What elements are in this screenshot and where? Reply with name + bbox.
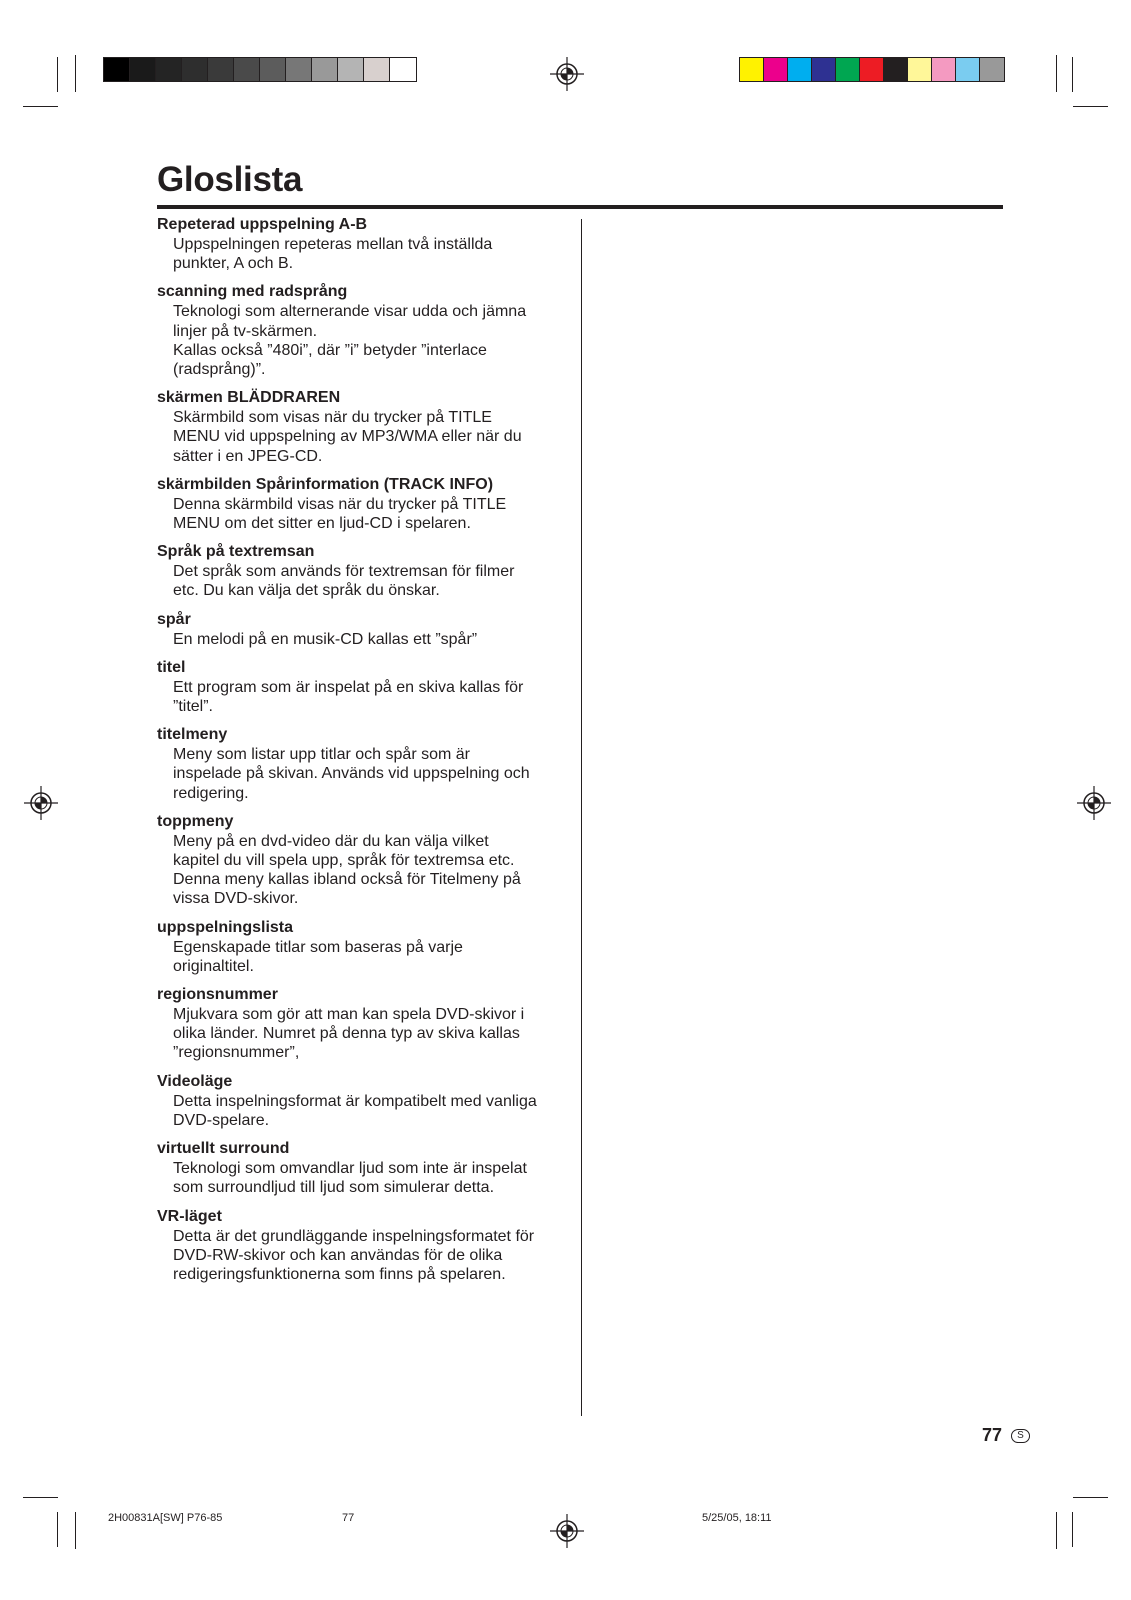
crop-mark (1072, 57, 1073, 92)
calibration-swatch (980, 58, 1004, 81)
calibration-swatch (312, 58, 338, 81)
glossary-definition: Mjukvara som gör att man kan spela DVD-skivor i olika länder. Numret på denna typ av skiva kallas ”regionsnummer”, (173, 1006, 525, 1062)
glossary-entry (157, 985, 577, 1063)
crop-mark (1056, 1512, 1057, 1549)
grayscale-calibration-strip (103, 57, 417, 82)
glossary-entry (157, 388, 577, 466)
glossary-entry (157, 542, 577, 600)
glossary-term: Videoläge (157, 1072, 233, 1090)
glossary-term: titelmeny (157, 726, 228, 744)
calibration-swatch (860, 58, 884, 81)
calibration-swatch (364, 58, 390, 81)
glossary-term: skärmen BLÄDDRAREN (157, 389, 341, 407)
glossary-entry (157, 475, 577, 533)
glossary-term: virtuellt surround (157, 1140, 290, 1158)
crop-mark (1072, 1512, 1073, 1547)
crop-mark (1056, 55, 1057, 92)
glossary-definition: Meny som listar upp titlar och spår som är inspelade på skivan. Används vid uppspelning och redigering. (173, 746, 530, 802)
glossary-definition: Uppspelningen repeteras mellan två inställda punkter, A och B. (173, 236, 493, 273)
glossary-definition: En melodi på en musik-CD kallas ett ”spår” (173, 630, 478, 648)
glossary-entry (157, 1207, 577, 1285)
title-rule (157, 205, 1003, 209)
footer-file-ref: 2H00831A[SW] P76-85 (108, 1512, 223, 1524)
glossary-term: titel (157, 658, 186, 676)
registration-target-icon (24, 786, 58, 820)
glossary-definition: Denna skärmbild visas när du trycker på TITLE MENU om det sitter en ljud-CD i spelaren. (173, 495, 507, 533)
calibration-swatch (908, 58, 932, 81)
footer-timestamp: 5/25/05, 18:11 (702, 1512, 772, 1524)
calibration-swatch (260, 58, 286, 81)
calibration-swatch (764, 58, 788, 81)
glossary-list (157, 215, 577, 1293)
glossary-term: toppmeny (157, 812, 234, 830)
glossary-entry (157, 725, 577, 803)
glossary-entry (157, 215, 577, 273)
glossary-term: regionsnummer (157, 986, 278, 1004)
glossary-term: skärmbilden Spårinformation (TRACK INFO) (157, 475, 494, 493)
glossary-entry (157, 658, 577, 716)
glossary-definition: Detta är det grundläggande inspelningsformatet för DVD-RW-skivor och kan användas för de olika redigeringsfunktionerna som finns på spelaren. (173, 1227, 535, 1283)
glossary-definition: Skärmbild som visas när du trycker på TITLE MENU vid uppspelning av MP3/WMA eller när du sätter i en JPEG-CD. (173, 409, 522, 465)
registration-target-icon (1077, 786, 1111, 820)
crop-mark (23, 106, 58, 107)
glossary-entry (157, 1072, 577, 1130)
crop-mark (1073, 1497, 1108, 1498)
glossary-term: Repeterad uppspelning A-B (157, 216, 368, 233)
glossary-definition: Teknologi som alternerande visar udda och jämna linjer på tv-skärmen. Kallas också ”480i”, där ”i” betyder ”interlace (radsprång)”. (173, 303, 527, 379)
calibration-swatch (338, 58, 364, 81)
glossary-entry (157, 1139, 577, 1197)
calibration-swatch (234, 58, 260, 81)
calibration-swatch (836, 58, 860, 81)
glossary-definition: Egenskapade titlar som baseras på varje originaltitel. (173, 938, 463, 975)
glossary-term: Språk på textremsan (157, 543, 315, 561)
page-number: 77 (982, 1425, 1003, 1445)
calibration-swatch (104, 58, 130, 81)
footer-page: 77 (342, 1512, 355, 1524)
color-calibration-strip (739, 57, 1005, 82)
glossary-entry (157, 282, 577, 379)
crop-mark (23, 1497, 58, 1498)
glossary-term: spår (157, 610, 191, 628)
glossary-term: VR-läget (157, 1207, 222, 1225)
calibration-swatch (740, 58, 764, 81)
calibration-swatch (812, 58, 836, 81)
glossary-definition: Det språk som används för textremsan för filmer etc. Du kan välja det språk du önskar. (173, 563, 515, 600)
glossary-definition: Teknologi som omvandlar ljud som inte är inspelat som surroundljud till ljud som simulerar detta. (173, 1160, 527, 1197)
column-divider (581, 219, 582, 1416)
calibration-swatch (208, 58, 234, 81)
crop-mark (57, 57, 58, 92)
glossary-definition: Ett program som är inspelat på en skiva kallas för ”titel”. (173, 678, 524, 716)
calibration-swatch (156, 58, 182, 81)
crop-mark (1073, 106, 1108, 107)
glossary-definition: Detta inspelningsformat är kompatibelt med vanliga DVD-spelare. (173, 1092, 537, 1129)
calibration-swatch (130, 58, 156, 81)
calibration-swatch (932, 58, 956, 81)
glossary-term: uppspelningslista (157, 918, 294, 936)
glossary-definition: Meny på en dvd-video där du kan välja vilket kapitel du vill spela upp, språk för textremsa etc. Denna meny kallas ibland också för Titelmeny på vissa DVD-skivor. (173, 832, 521, 908)
registration-target-icon (550, 1514, 584, 1548)
calibration-swatch (390, 58, 416, 81)
glossary-entry (157, 812, 577, 909)
calibration-swatch (286, 58, 312, 81)
calibration-swatch (788, 58, 812, 81)
calibration-swatch (884, 58, 908, 81)
glossary-entry (157, 918, 577, 976)
page-title: Gloslista (157, 160, 303, 199)
crop-mark (75, 1512, 76, 1549)
crop-mark (75, 55, 76, 92)
registration-target-icon (550, 57, 584, 91)
language-badge: S (1011, 1429, 1030, 1443)
calibration-swatch (956, 58, 980, 81)
crop-mark (57, 1512, 58, 1547)
calibration-swatch (182, 58, 208, 81)
glossary-term: scanning med radsprång (157, 283, 348, 301)
glossary-entry (157, 610, 577, 649)
